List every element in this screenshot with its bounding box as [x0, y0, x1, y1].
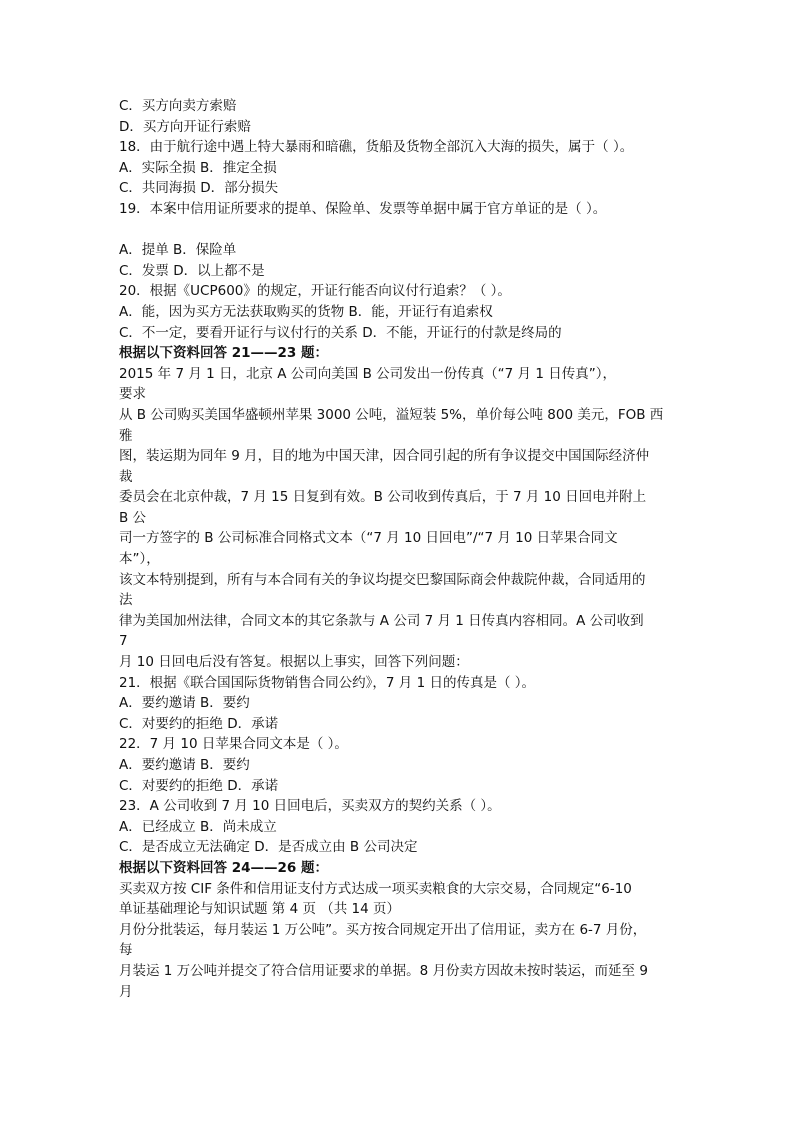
text-line: C．发票 D．以上都不是 — [119, 262, 265, 279]
section-heading: 根据以下资料回答 24——26 题： — [119, 859, 328, 876]
text-line: A．已经成立 B．尚未成立 — [119, 818, 277, 835]
text-line: A．实际全损 B．推定全损 — [119, 159, 277, 176]
text-line: 月 10 日回电后没有答复。根据以上事实，回答下列问题： — [119, 654, 469, 671]
text-line: C．共同海损 D．部分损失 — [119, 180, 279, 197]
text-line: 律为美国加州法律，合同文本的其它条款与 A 公司 7 月 1 日传真内容相同。A 公司收到 — [119, 612, 644, 629]
text-line: A．能，因为买方无法获取购买的货物 B．能，开证行有追索权 — [119, 303, 493, 320]
text-line: C．对要约的拒绝 D．承诺 — [119, 715, 279, 732]
text-line: C．是否成立无法确定 D．是否成立由 B 公司决定 — [119, 839, 418, 856]
text-line: 20．根据《UCP600》的规定，开证行能否向议付行追索？（ ）。 — [119, 283, 511, 300]
text-line: C．不一定，要看开证行与议付行的关系 D．不能，开证行的付款是终局的 — [119, 324, 562, 341]
text-line — [119, 220, 679, 241]
text-line: 委员会在北京仲裁，7 月 15 日复到有效。B 公司收到传真后，于 7 月 10 日回电并附上 — [119, 489, 647, 506]
text-line: A．要约邀请 B．要约 — [119, 695, 250, 712]
text-line: 22．7 月 10 日苹果合同文本是（ ）。 — [119, 736, 348, 753]
text-line: D．买方向开证行索赔 — [119, 118, 251, 135]
text-line: 23．A 公司收到 7 月 10 日回电后，买卖双方的契约关系（ ）。 — [119, 798, 501, 815]
section-heading: 根据以下资料回答 21——23 题： — [119, 345, 328, 362]
text-line: 21．根据《联合国国际货物销售合同公约》，7 月 1 日的传真是（ ）。 — [119, 674, 536, 691]
text-line: 19．本案中信用证所要求的提单、保险单、发票等单据中属于官方单证的是（ ）。 — [119, 200, 607, 217]
text-line: 单证基础理论与知识试题 第 4 页 （共 14 页） — [119, 901, 401, 918]
text-line: 月 — [119, 983, 133, 1000]
text-line: 月份分批装运，每月装运 1 万公吨”。买方按合同规定开出了信用证，卖方在 6-7 月份， — [119, 921, 647, 938]
text-line: 7 — [119, 633, 128, 650]
text-line: 每 — [119, 942, 133, 959]
text-line: 买卖双方按 CIF 条件和信用证支付方式达成一项买卖粮食的大宗交易，合同规定“6-10 — [119, 880, 632, 897]
text-line: 法 — [119, 592, 133, 609]
text-line: 要求 — [119, 386, 146, 403]
text-line: 雅 — [119, 427, 133, 444]
text-line: 从 B 公司购买美国华盛顿州苹果 3000 公吨，溢短装 5%，单价每公吨 800 美元，FOB 西 — [119, 406, 664, 423]
text-line: C．买方向卖方索赔 — [119, 98, 237, 114]
text-line: 裁 — [119, 468, 133, 485]
text-line: 图，装运期为同年 9 月，目的地为中国天津，因合同引起的所有争议提交中国国际经济仲 — [119, 448, 650, 465]
text-line: 月装运 1 万公吨并提交了符合信用证要求的单据。8 月份卖方因故未按时装运，而延至 9 — [119, 962, 648, 979]
text-line: 该文本特别提到，所有与本合同有关的争议均提交巴黎国际商会仲裁院仲裁，合同适用的 — [119, 571, 646, 588]
text-line: 2015 年 7 月 1 日，北京 A 公司向美国 B 公司发出一份传真（“7 月 1 日传真”）， — [119, 365, 616, 382]
text-line: B 公 — [119, 509, 147, 526]
text-line: 本”）， — [119, 551, 160, 568]
text-line: 司一方签字的 B 公司标准合同格式文本（“7 月 10 日回电”/“7 月 10 日苹果合同文 — [119, 530, 618, 547]
text-line: 18．由于航行途中遇上特大暴雨和暗礁，货船及货物全部沉入大海的损失，属于（ ）。 — [119, 139, 634, 156]
text-line: C．对要约的拒绝 D．承诺 — [119, 777, 279, 794]
text-line: A．提单 B．保险单 — [119, 242, 237, 259]
text-line: A．要约邀请 B．要约 — [119, 757, 250, 773]
document-page — [119, 96, 679, 1002]
